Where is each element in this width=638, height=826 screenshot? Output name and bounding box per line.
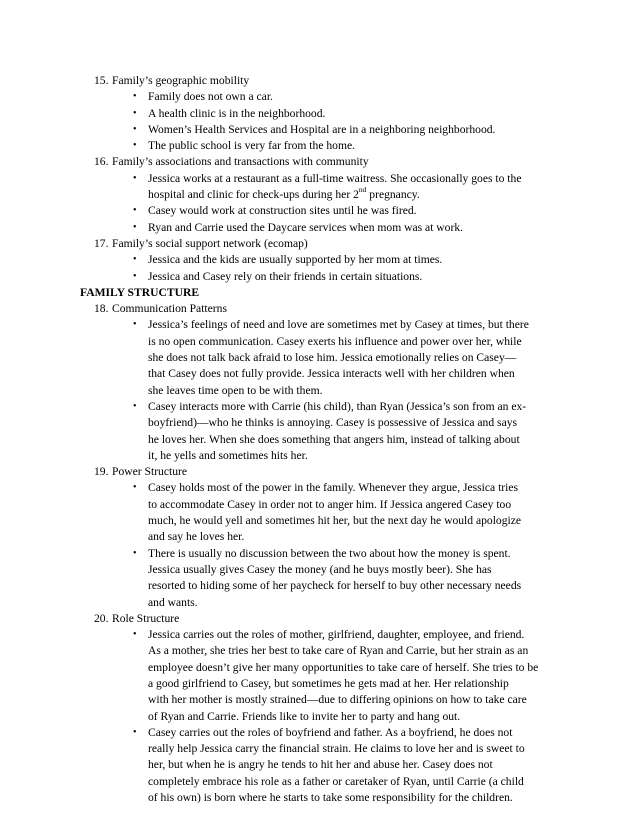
bullet-text-line: Jessica and Casey rely on their friends in certain situations. — [148, 269, 423, 283]
numbered-item-heading — [0, 464, 638, 480]
bullet-item — [0, 480, 574, 545]
bullet-text-line: boyfriend)—who he thinks is annoying. Casey is possessive of Jessica and says — [148, 416, 518, 430]
bullet-icon: • — [133, 270, 137, 282]
bullet-icon: • — [133, 400, 137, 412]
bullet-text-line: completely embrace his role as a father or caretaker of Ryan, until Carrie (a child — [148, 774, 524, 788]
bullet-text-line: A health clinic is in the neighborhood. — [148, 106, 326, 120]
bullet-item — [0, 252, 574, 268]
bullet-text-line: Jessica’s feelings of need and love are sometimes met by Casey at times, but there — [148, 318, 529, 332]
numbered-item-heading — [0, 73, 638, 89]
bullet-text-line: of his own) is born where he starts to take some responsibility for the children. — [148, 791, 513, 805]
bullet-text-line: with her mother is mostly strained—due to differing opinions on how to take care — [148, 693, 527, 707]
bullet-item — [0, 725, 574, 806]
bullet-text-line: is no open communication. Casey exerts his influence and power over her, while — [148, 334, 522, 348]
numbered-item-heading — [0, 236, 638, 252]
bullet-text-line: resorted to hiding some of her paycheck for herself to buy other necessary needs — [148, 579, 522, 593]
bullet-item — [0, 203, 574, 219]
item-number: 15. — [94, 74, 109, 87]
bullet-item — [0, 546, 574, 611]
bullet-icon: • — [133, 254, 137, 266]
bullet-text-line: that Casey does not fully provide. Jessica interacts well with her children when — [148, 367, 515, 381]
bullet-text-line: Jessica and the kids are usually supported by her mom at times. — [148, 253, 443, 267]
bullet-text-line: Casey interacts more with Carrie (his child), than Ryan (Jessica’s son from an ex- — [148, 399, 527, 413]
item-number: 17. — [94, 236, 109, 250]
bullet-text-line: she leaves time open to be with them. — [148, 383, 323, 397]
bullet-item — [0, 106, 574, 122]
bullet-text-line: of Ryan and Carrie. Friends like to invite her to party and hang out. — [148, 709, 461, 723]
bullet-icon: • — [133, 91, 137, 103]
bullet-icon: • — [133, 107, 137, 119]
numbered-item-heading — [0, 611, 638, 627]
bullet-text-line: it, he yells and sometimes hits her. — [148, 448, 308, 462]
bullet-text-line: As a mother, she tries her best to take care of Ryan and Carrie, but her strain as an — [148, 644, 529, 658]
document-body — [0, 73, 638, 806]
bullet-text-line: Casey carries out the roles of boyfriend and father. As a boyfriend, he does not — [148, 725, 513, 739]
item-number: 18. — [94, 302, 109, 316]
item-number: 16. — [94, 155, 109, 169]
item-title: Role Structure — [112, 611, 180, 625]
bullet-text-line: Ryan and Carrie used the Daycare services when mom was at work. — [148, 220, 464, 234]
bullet-item — [0, 220, 574, 236]
bullet-text-line: and say he loves her. — [148, 530, 245, 544]
bullet-text-line: Jessica usually gives Casey the money (and he buys mostly beer). She has — [148, 562, 492, 576]
bullet-item — [0, 171, 574, 204]
bullet-text-line: and wants. — [148, 595, 198, 609]
bullet-text-line: Jessica works at a restaurant as a full-time waitress. She occasionally goes to the — [148, 171, 522, 185]
bullet-text-line: she does not talk back afraid to lose him. Jessica emotionally relies on Casey— — [148, 351, 517, 365]
bullet-text-line: Casey holds most of the power in the family. Whenever they argue, Jessica tries — [148, 481, 519, 495]
item-title: Family’s associations and transactions with community — [112, 155, 369, 169]
bullet-text-line: her, but when he is angry he tends to hit her and abuse her. Casey does not — [148, 758, 493, 772]
numbered-item-heading — [0, 301, 638, 317]
bullet-icon: • — [133, 482, 137, 494]
bullet-icon: • — [133, 726, 137, 738]
bullet-icon: • — [133, 205, 137, 217]
bullet-text-line: There is usually no discussion between the two about how the money is spent. — [148, 546, 511, 560]
bullet-item — [0, 89, 574, 105]
bullet-item — [0, 627, 574, 725]
section-heading: FAMILY STRUCTURE — [80, 285, 200, 299]
item-title: Family’s social support network (ecomap) — [112, 236, 308, 250]
bullet-icon: • — [133, 123, 137, 135]
bullet-text-line: a good girlfriend to Casey, but sometimes he gets mad at her. Her relationship — [148, 676, 509, 690]
item-number: 20. — [94, 611, 109, 625]
bullet-item — [0, 399, 574, 464]
item-title: Family’s geographic mobility — [112, 74, 250, 87]
bullet-item — [0, 269, 574, 285]
bullet-text-line: employee doesn’t give her many opportunities to take care of herself. She tries to be — [148, 660, 539, 674]
bullet-text-line: Casey would work at construction sites until he was fired. — [148, 204, 417, 218]
bullet-text-line: Jessica carries out the roles of mother, girlfriend, daughter, employee, and friend. — [148, 628, 525, 642]
bullet-text-line: he loves her. When she does something that angers him, instead of talking about — [148, 432, 520, 446]
bullet-icon: • — [133, 221, 137, 233]
bullet-text-line: to accommodate Casey in order not to anger him. If Jessica angered Casey too — [148, 497, 512, 511]
bullet-text-line: hospital and clinic for check-ups during her 2nd pregnancy. — [148, 185, 420, 202]
bullet-text-line: much, he would yell and sometimes hit her, but the next day he would apologize — [148, 514, 522, 528]
item-title: Power Structure — [112, 465, 188, 479]
item-title: Communication Patterns — [112, 302, 227, 316]
bullet-icon: • — [133, 629, 137, 641]
bullet-text-line: Family does not own a car. — [148, 90, 273, 104]
bullet-item — [0, 122, 574, 138]
numbered-item-heading — [0, 154, 638, 170]
bullet-icon: • — [133, 140, 137, 152]
bullet-item — [0, 317, 574, 398]
bullet-text-line: really help Jessica carry the financial strain. He claims to love her and is sweet to — [148, 742, 525, 756]
bullet-icon: • — [133, 172, 137, 184]
bullet-icon: • — [133, 547, 137, 559]
bullet-icon: • — [133, 319, 137, 331]
bullet-text-line: The public school is very far from the home. — [148, 139, 356, 153]
bullet-item — [0, 138, 574, 154]
bullet-text-line: Women’s Health Services and Hospital are in a neighboring neighborhood. — [148, 122, 496, 136]
item-number: 19. — [94, 465, 109, 479]
